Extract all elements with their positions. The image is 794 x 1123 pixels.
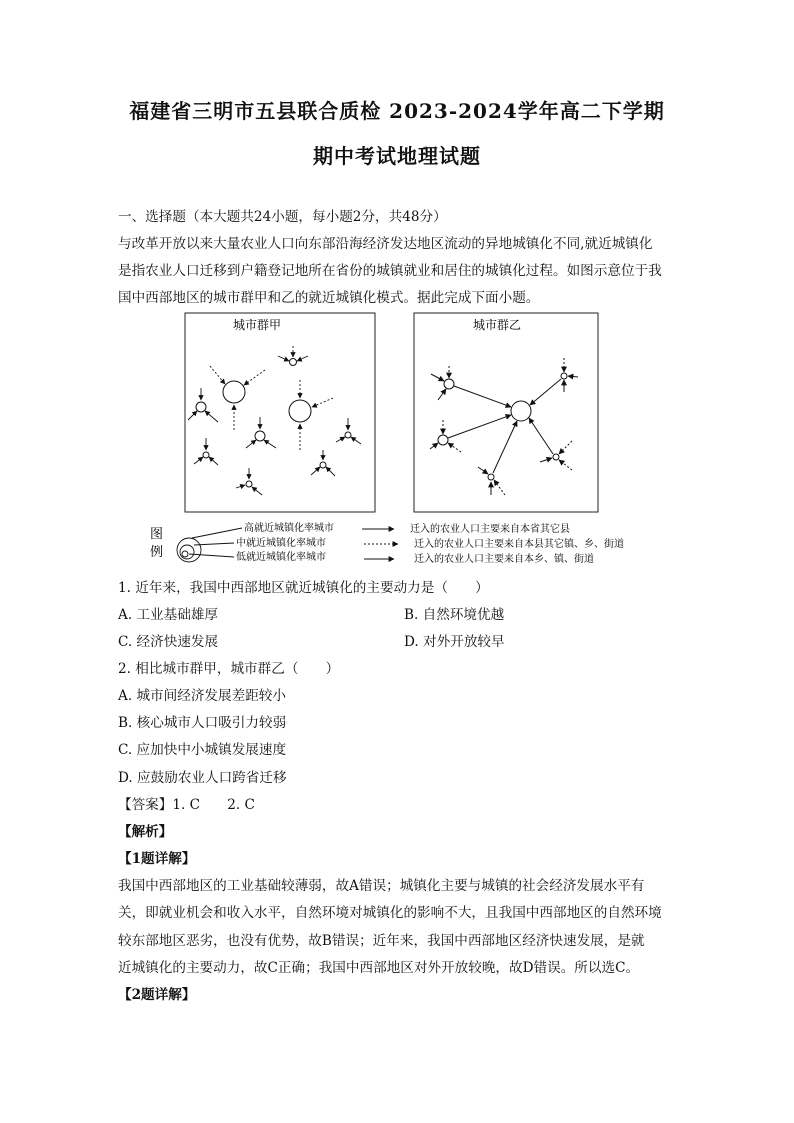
city-medium-a1 [290,359,297,366]
city-small-a4 [246,481,252,487]
answer-line: 【答案】1. C 2. C [118,797,255,813]
exam-title-line1: 福建省三明市五县联合质检 2023-2024学年高二下学期 [129,99,665,123]
legend-circle-low: 低就近城镇化率城市 [236,552,326,563]
q2-option-b: B. 核心城市人口吸引力较弱 [118,715,287,731]
city-medium-b2 [438,435,448,445]
city-small-a3 [320,462,326,468]
question-1-stem: 1. 近年来，我国中西部地区就近城镇化的主要动力是（ ） [118,580,489,596]
city-medium-a3 [255,431,265,441]
city-small-a2 [203,452,209,458]
q1-option-a: A. 工业基础雄厚 [118,607,219,623]
city-small-b1 [561,373,567,379]
city-large-a1 [223,381,245,403]
panel-b-frame [414,313,598,512]
panel-b-label: 城市群乙 [473,318,522,332]
panel-b-arrows [430,358,578,495]
detail-2-label: 【2题详解】 [118,987,196,1003]
q1-option-b: B. 自然环境优越 [404,607,505,623]
detail-1-line-4: 近城镇化的主要动力，故C正确；我国中西部地区对外开放较晚，故D错误。所以选C。 [118,960,640,976]
panel-a-label: 城市群甲 [233,318,282,332]
city-medium-a2 [196,402,206,412]
passage-line-1: 与改革开放以来大量农业人口向东部沿海经济发达地区流动的异地城镇化不同,就近城镇化 [118,236,653,252]
legend-arrow-marks [362,529,398,559]
q1-option-c: C. 经济快速发展 [118,634,219,650]
urbanization-figure [148,310,658,572]
q2-option-d: D. 应鼓励农业人口跨省迁移 [118,770,287,786]
legend-title-1: 图 [150,527,164,542]
q2-option-c: C. 应加快中小城镇发展速度 [118,742,287,758]
legend-circle-high: 高就近城镇化率城市 [244,523,334,534]
city-medium-b1 [444,379,454,389]
passage-line-3: 国中西部地区的城市群甲和乙的就近城镇化模式。据此完成下面小题。 [118,290,540,306]
legend-title-2: 例 [150,545,164,560]
legend-arrow-township: 迁入的农业人口主要来自本乡、镇、街道 [414,554,594,565]
detail-1-line-3: 较东部地区恶劣，也没有优势，故B错误；近年来，我国中西部地区经济快速发展，是就 [118,933,645,949]
city-core-b [511,401,531,421]
panel-a-frame [185,313,375,512]
city-small-a1 [345,432,351,438]
city-large-a2 [289,400,311,422]
q2-option-a: A. 城市间经济发展差距较小 [118,688,286,704]
question-2-stem: 2. 相比城市群甲，城市群乙（ ） [118,661,340,677]
legend-circle-medium: 中就近城镇化率城市 [236,538,326,549]
detail-1-line-1: 我国中西部地区的工业基础较薄弱，故A错误；城镇化主要与城镇的社会经济发展水平有 [118,878,645,894]
section-heading: 一、选择题（本大题共24小题，每小题2分，共48分） [118,209,447,225]
city-small-b3 [488,474,494,480]
passage-line-2: 是指农业人口迁移到户籍登记地所在省份的城镇就业和居住的城镇化过程。如图示意位于我 [118,263,662,279]
analysis-label: 【解析】 [118,824,173,840]
detail-1-label: 【1题详解】 [118,851,196,867]
panel-a-arrows [188,346,361,495]
city-small-b2 [553,454,559,460]
legend-arrow-county: 迁入的农业人口主要来自本县其它镇、乡、街道 [414,539,624,550]
detail-1-line-2: 关，即就业机会和收入水平，自然环境对城镇化的影响不大，且我国中西部地区的自然环境 [118,905,662,921]
exam-title-line2: 期中考试地理试题 [313,144,481,168]
legend-circles [177,528,242,562]
legend-arrow-province: 迁入的农业人口主要来自本省其它县 [410,524,570,535]
q1-option-d: D. 对外开放较早 [404,634,505,650]
